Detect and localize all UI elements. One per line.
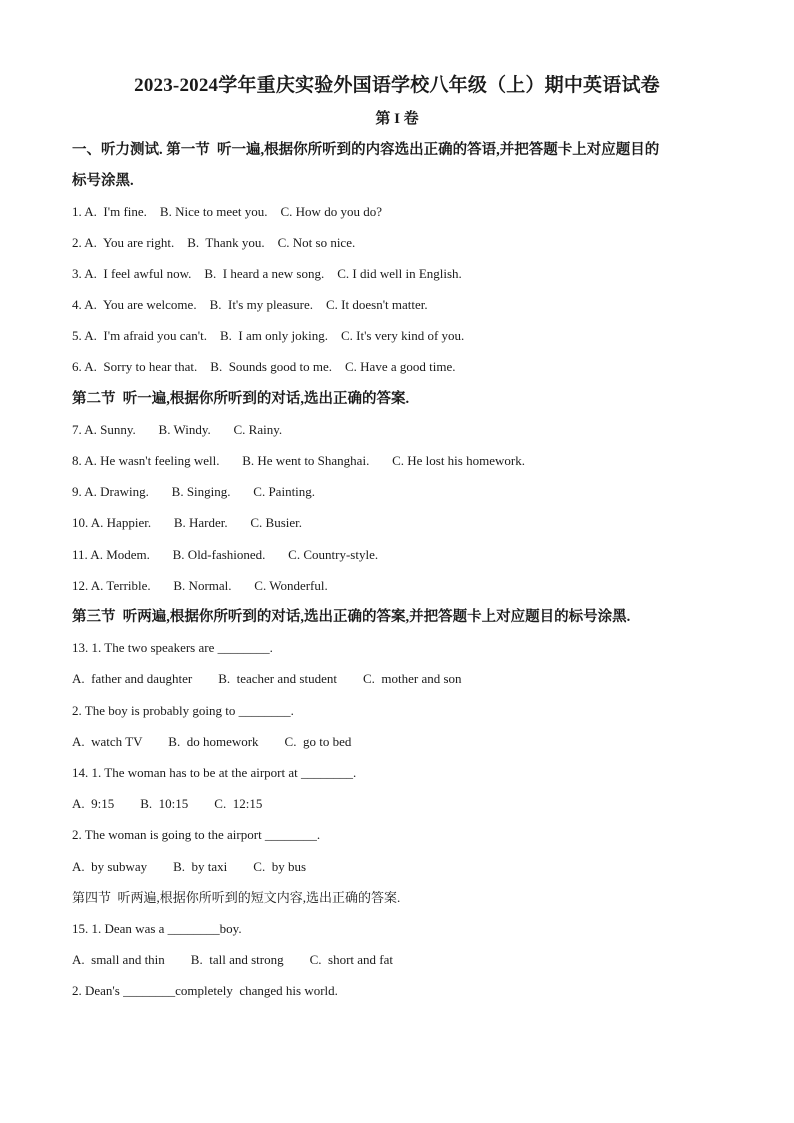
question-15-2: 2. Dean's ________completely changed his world. (72, 983, 338, 998)
section4-heading: 第四节 听两遍,根据你所听到的短文内容,选出正确的答案. (72, 890, 401, 905)
question-1: 1. A. I'm fine. B. Nice to meet you. C. How do you do? (72, 204, 382, 219)
question-7: 7. A. Sunny. B. Windy. C. Rainy. (72, 422, 283, 437)
volume-subtitle: 第 I 卷 (375, 111, 419, 127)
question-5: 5. A. I'm afraid you can't. B. I am only joking. C. It's very kind of you. (72, 328, 465, 343)
question-14-2-options: A. by subway B. by taxi C. by bus (72, 859, 306, 874)
question-13-1-options: A. father and daughter B. teacher and student C. mother and son (72, 671, 462, 686)
question-14-1-options: A. 9:15 B. 10:15 C. 12:15 (72, 796, 263, 811)
question-13-1: 13. 1. The two speakers are ________. (72, 640, 273, 655)
question-13-2: 2. The boy is probably going to ________. (72, 703, 294, 718)
question-15-1-options: A. small and thin B. tall and strong C. short and fat (72, 952, 393, 967)
question-4: 4. A. You are welcome. B. It's my pleasure. C. It doesn't matter. (72, 297, 428, 312)
question-11: 11. A. Modem. B. Old-fashioned. C. Country-style. (72, 547, 379, 562)
question-15-1: 15. 1. Dean was a ________boy. (72, 921, 242, 936)
exam-title: 2023-2024学年重庆实验外国语学校八年级（上）期中英语试卷 (134, 75, 660, 96)
question-14-2: 2. The woman is going to the airport ________. (72, 827, 321, 842)
question-14-1: 14. 1. The woman has to be at the airport at ________. (72, 765, 357, 780)
question-10: 10. A. Happier. B. Harder. C. Busier. (72, 515, 303, 530)
section3-heading: 第三节 听两遍,根据你所听到的对话,选出正确的答案,并把答题卡上对应题目的标号涂黑. (72, 609, 631, 625)
question-2: 2. A. You are right. B. Thank you. C. Not so nice. (72, 235, 356, 250)
section2-heading: 第二节 听一遍,根据你所听到的对话,选出正确的答案. (72, 391, 410, 407)
question-9: 9. A. Drawing. B. Singing. C. Painting. (72, 484, 316, 499)
question-12: 12. A. Terrible. B. Normal. C. Wonderful. (72, 578, 328, 593)
section1-heading-line2: 标号涂黑. (72, 173, 134, 189)
question-6: 6. A. Sorry to hear that. B. Sounds good to me. C. Have a good time. (72, 359, 456, 374)
section1-heading-line1: 一、听力测试. 第一节 听一遍,根据你所听到的内容选出正确的答语,并把答题卡上对应题目的 (72, 142, 660, 158)
question-13-2-options: A. watch TV B. do homework C. go to bed (72, 734, 352, 749)
question-8: 8. A. He wasn't feeling well. B. He went to Shanghai. C. He lost his homework. (72, 453, 525, 468)
question-3: 3. A. I feel awful now. B. I heard a new song. C. I did well in English. (72, 266, 462, 281)
